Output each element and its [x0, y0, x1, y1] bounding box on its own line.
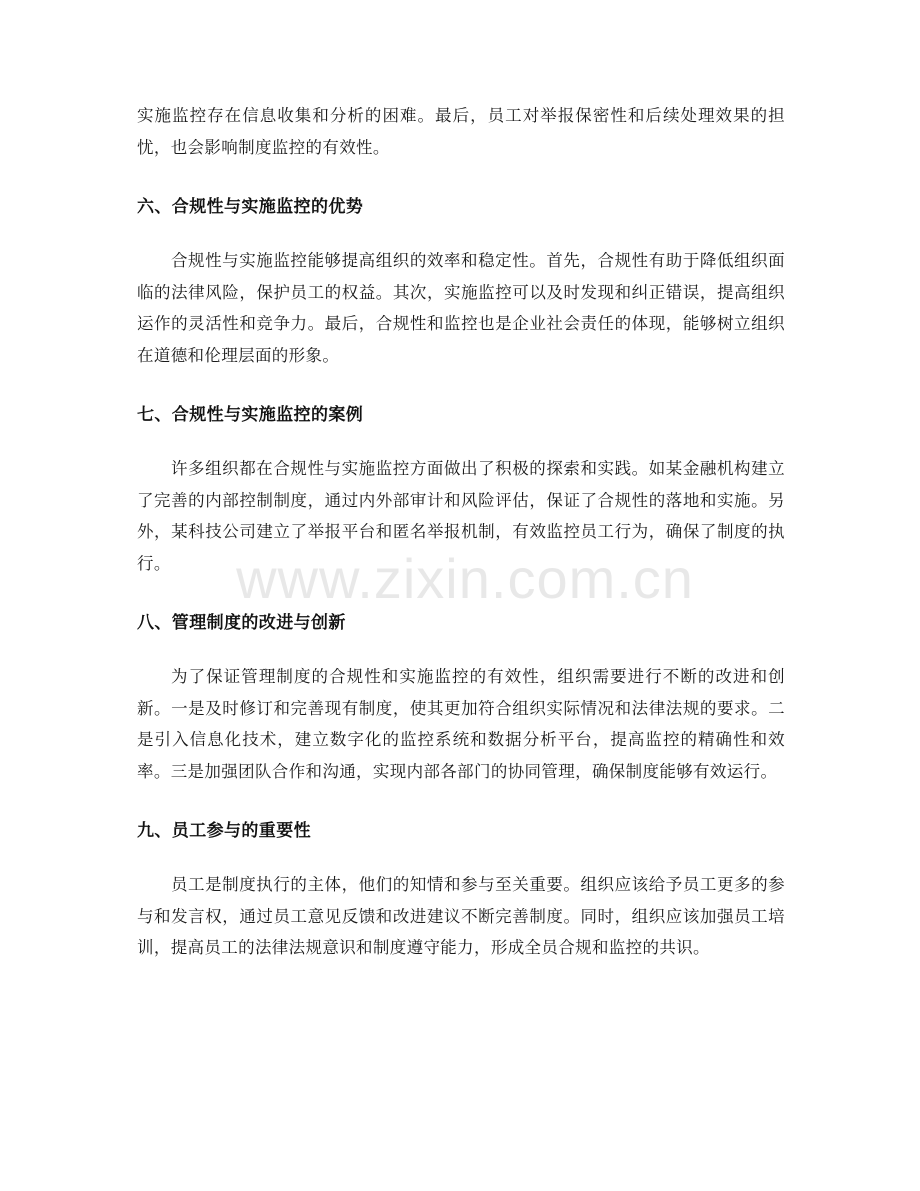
- section-heading-6: 六、合规性与实施监控的优势: [137, 197, 364, 217]
- document-body: [137, 100, 785, 964]
- watermark: www.zixin.com.cn: [236, 547, 694, 610]
- intro-paragraph: 实施监控存在信息收集和分析的困难。最后，员工对举报保密性和后续处理效果的担忧，也会影响制度监控的有效性。: [137, 106, 785, 157]
- section-body-8: 为了保证管理制度的合规性和实施监控的有效性，组织需要进行不断的改进和创新。一是及时修订和完善现有制度，使其更加符合组织实际情况和法律法规的要求。二是引入信息化技术，建立数字化的监控系统和数据分析平台，提高监控的精确性和效率。三是加强团队合作和沟通，实现内部各部门的协同管理，确保制度能够有效运行。: [137, 667, 785, 781]
- section-body-9: 员工是制度执行的主体，他们的知情和参与至关重要。组织应该给予员工更多的参与和发言权，通过员工意见反馈和改进建议不断完善制度。同时，组织应该加强员工培训，提高员工的法律法规意识和制度遵守能力，形成全员合规和监控的共识。: [137, 875, 785, 957]
- section-body-6: 合规性与实施监控能够提高组织的效率和稳定性。首先，合规性有助于降低组织面临的法律风险，保护员工的权益。其次，实施监控可以及时发现和纠正错误，提高组织运作的灵活性和竞争力。最后，合规性和监控也是企业社会责任的体现，能够树立组织在道德和伦理层面的形象。: [137, 251, 785, 365]
- section-heading-9: 九、员工参与的重要性: [137, 821, 311, 841]
- section-heading-8: 八、管理制度的改进与创新: [137, 613, 346, 633]
- section-heading-7: 七、合规性与实施监控的案例: [137, 405, 364, 425]
- section-body-7: 许多组织都在合规性与实施监控方面做出了积极的探索和实践。如某金融机构建立了完善的内部控制制度，通过内外部审计和风险评估，保证了合规性的落地和实施。另外，某科技公司建立了举报平台和匿名举报机制，有效监控员工行为，确保了制度的执行。: [137, 459, 785, 573]
